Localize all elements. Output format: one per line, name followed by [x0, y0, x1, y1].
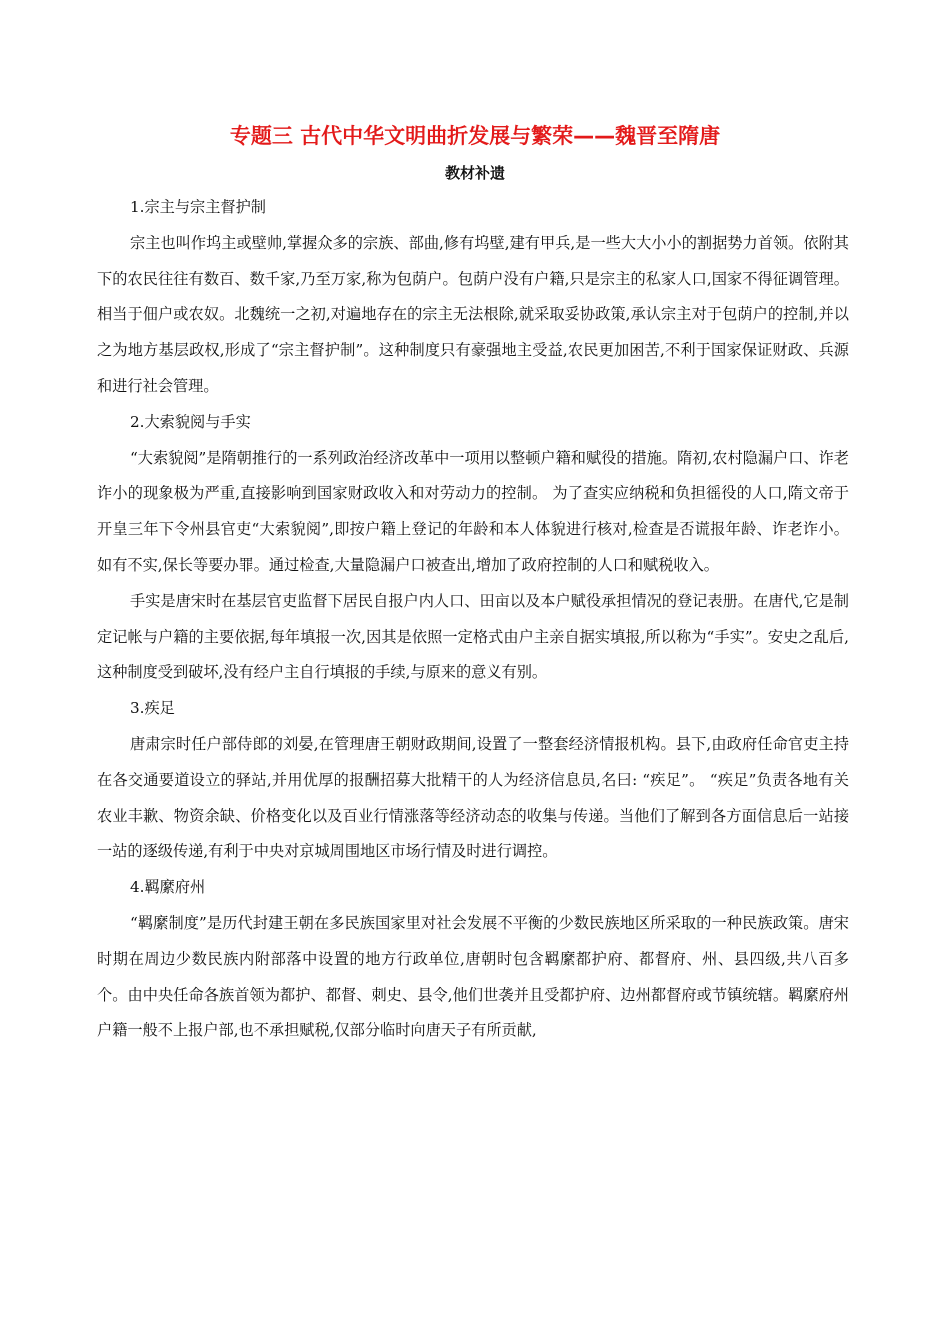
section-jizu: [97, 691, 849, 870]
section-jimi-fuzhou: [97, 870, 849, 1049]
section-heading: 4.羁縻府州: [130, 878, 206, 897]
paragraph: “大索貌阅”是隋朝推行的一系列政治经济改革中一项用以整顿户籍和赋役的措施。隋初,农村隐漏户口、诈老诈小的现象极为严重,直接影响到国家财政收入和对劳动力的控制。 为了查实应纳税和负担徭役的人口,隋文帝于开皇三年下令州县官吏“大索貌阅”,即按户籍上登记的年龄和本人体貌进行核对,检查是否谎报年龄、诈老诈小。如有不实,保长等要办罪。通过检查,大量隐漏户口被查出,增加了政府控制的人口和赋税收入。: [97, 448, 849, 574]
section-dasuo-maoyue: [97, 405, 849, 691]
paragraph: “羁縻制度”是历代封建王朝在多民族国家里对社会发展不平衡的少数民族地区所采取的一种民族政策。唐宋时期在周边少数民族内附部落中设置的地方行政单位,唐朝时包含羁縻都护府、都督府、州、县四级,共八百多个。由中央任命各族首领为都护、都督、刺史、县令,他们世袭并且受都护府、边州都督府或节镇统辖。羁縻府州户籍一般不上报户部,也不承担赋税,仅部分临时向唐天子有所贡献,: [97, 913, 849, 1040]
paragraph: 宗主也叫作坞主或壁帅,掌握众多的宗族、部曲,修有坞壁,建有甲兵,是一些大大小小的割据势力首领。依附其下的农民往往有数百、数千家,乃至万家,称为包荫户。包荫户没有户籍,只是宗主的私家人口,国家不得征调管理。相当于佃户或农奴。北魏统一之初,对遍地存在的宗主无法根除,就采取妥协政策,承认宗主对于包荫户的控制,并以之为地方基层政权,形成了“宗主督护制”。这种制度只有豪强地主受益,农民更加困苦,不利于国家保证财政、兵源和进行社会管理。: [97, 233, 849, 395]
document-title: 专题三 古代中华文明曲折发展与繁荣——魏晋至隋唐: [229, 124, 721, 148]
section-zongzhu: [97, 190, 849, 405]
section-heading: 2.大索貌阅与手实: [130, 412, 251, 431]
section-heading: 3.疾足: [130, 699, 175, 718]
paragraph: 手实是唐宋时在基层官吏监督下居民自报户内人口、田亩以及本户赋役承担情况的登记表册。在唐代,它是制定记帐与户籍的主要依据,每年填报一次,因其是依照一定格式由户主亲自据实填报,所以称为“手实”。安史之乱后,这种制度受到破坏,没有经户主自行填报的手续,与原来的意义有别。: [97, 591, 849, 682]
section-heading: 1.宗主与宗主督护制: [130, 198, 266, 216]
document-body: [97, 190, 849, 1049]
document-subtitle: 教材补遗: [444, 164, 505, 182]
paragraph: 唐肃宗时任户部侍郎的刘晏,在管理唐王朝财政期间,设置了一整套经济情报机构。县下,由政府任命官吏主持在各交通要道设立的驿站,并用优厚的报酬招募大批精干的人为经济信息员,名曰: “疾足”。 “疾足”负责各地有关农业丰歉、物资余缺、价格变化以及百业行情涨落等经济动态的收集与传递。当他们了解到各方面信息后一站接一站的逐级传递,有利于中央对京城周围地区市场行情及时进行调控。: [97, 734, 849, 861]
